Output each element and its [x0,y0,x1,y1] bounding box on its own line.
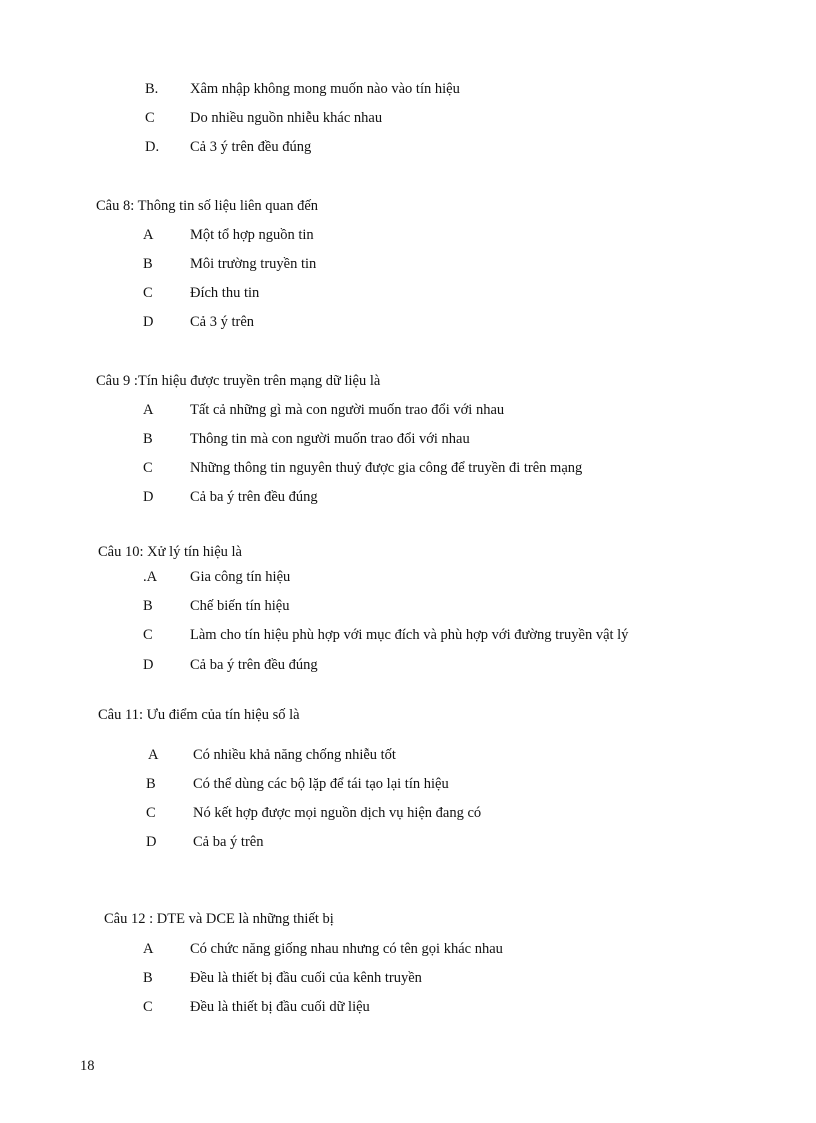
question-title: Câu 9 :Tín hiệu được truyền trên mạng dữ liệu là [96,373,381,389]
option-letter: C [146,805,156,821]
option-text: Một tổ hợp nguồn tin [190,227,314,243]
option-text: Đích thu tin [190,285,260,301]
option-letter: D [143,489,154,505]
option-text: Có thể dùng các bộ lặp để tái tạo lại tín hiệu [193,776,449,792]
question-title: Câu 11: Ưu điểm của tín hiệu số là [98,707,300,723]
option-letter: B. [145,81,159,97]
option-letter: A [143,941,154,957]
option-text: Nó kết hợp được mọi nguồn dịch vụ hiện đang có [193,805,482,821]
option-text: Cả ba ý trên đều đúng [190,489,318,505]
question-title: Câu 12 : DTE và DCE là những thiết bị [104,911,334,927]
option-letter: A [143,227,154,243]
option-text: Đều là thiết bị đầu cuối dữ liệu [190,999,370,1015]
option-text: Những thông tin nguyên thuỷ được gia công để truyền đi trên mạng [190,460,583,476]
option-letter: D [143,314,154,330]
option-letter: C [143,999,153,1015]
option-letter: B [143,431,153,447]
option-letter: D [146,834,157,850]
page-number: 18 [80,1058,95,1074]
option-letter: C [143,285,153,301]
option-letter: D. [145,139,160,155]
option-letter: B [143,598,153,614]
option-text: Cả 3 ý trên đều đúng [190,139,312,155]
option-letter: B [143,970,153,986]
option-letter: A [148,747,159,763]
option-letter: A [143,402,154,418]
option-text: Có nhiều khả năng chống nhiễu tốt [193,747,396,763]
option-letter: D [143,657,154,673]
option-text: Gia công tín hiệu [190,569,291,585]
option-text: Xâm nhập không mong muốn nào vào tín hiệu [190,81,460,97]
option-text: Do nhiều nguồn nhiễu khác nhau [190,110,383,126]
option-text: Cả ba ý trên đều đúng [190,657,318,673]
option-letter: .A [143,569,158,585]
option-letter: C [145,110,155,126]
option-text: Tất cả những gì mà con người muốn trao đổi với nhau [190,402,505,418]
option-text: Chế biến tín hiệu [190,598,290,614]
option-letter: C [143,627,153,643]
option-text: Đều là thiết bị đầu cuối của kênh truyền [190,970,422,986]
option-text: Cả 3 ý trên [190,314,255,330]
option-letter: B [146,776,156,792]
question-title: Câu 10: Xử lý tín hiệu là [98,544,242,560]
option-text: Cả ba ý trên [193,834,264,850]
option-letter: B [143,256,153,272]
option-letter: C [143,460,153,476]
option-text: Thông tin mà con người muốn trao đổi với nhau [190,431,470,447]
question-title: Câu 8: Thông tin số liệu liên quan đến [96,198,319,214]
option-text: Môi trường truyền tin [190,256,317,272]
option-text: Làm cho tín hiệu phù hợp với mục đích và phù hợp với đường truyền vật lý [190,627,629,643]
option-text: Có chức năng giống nhau nhưng có tên gọi khác nhau [190,941,503,957]
